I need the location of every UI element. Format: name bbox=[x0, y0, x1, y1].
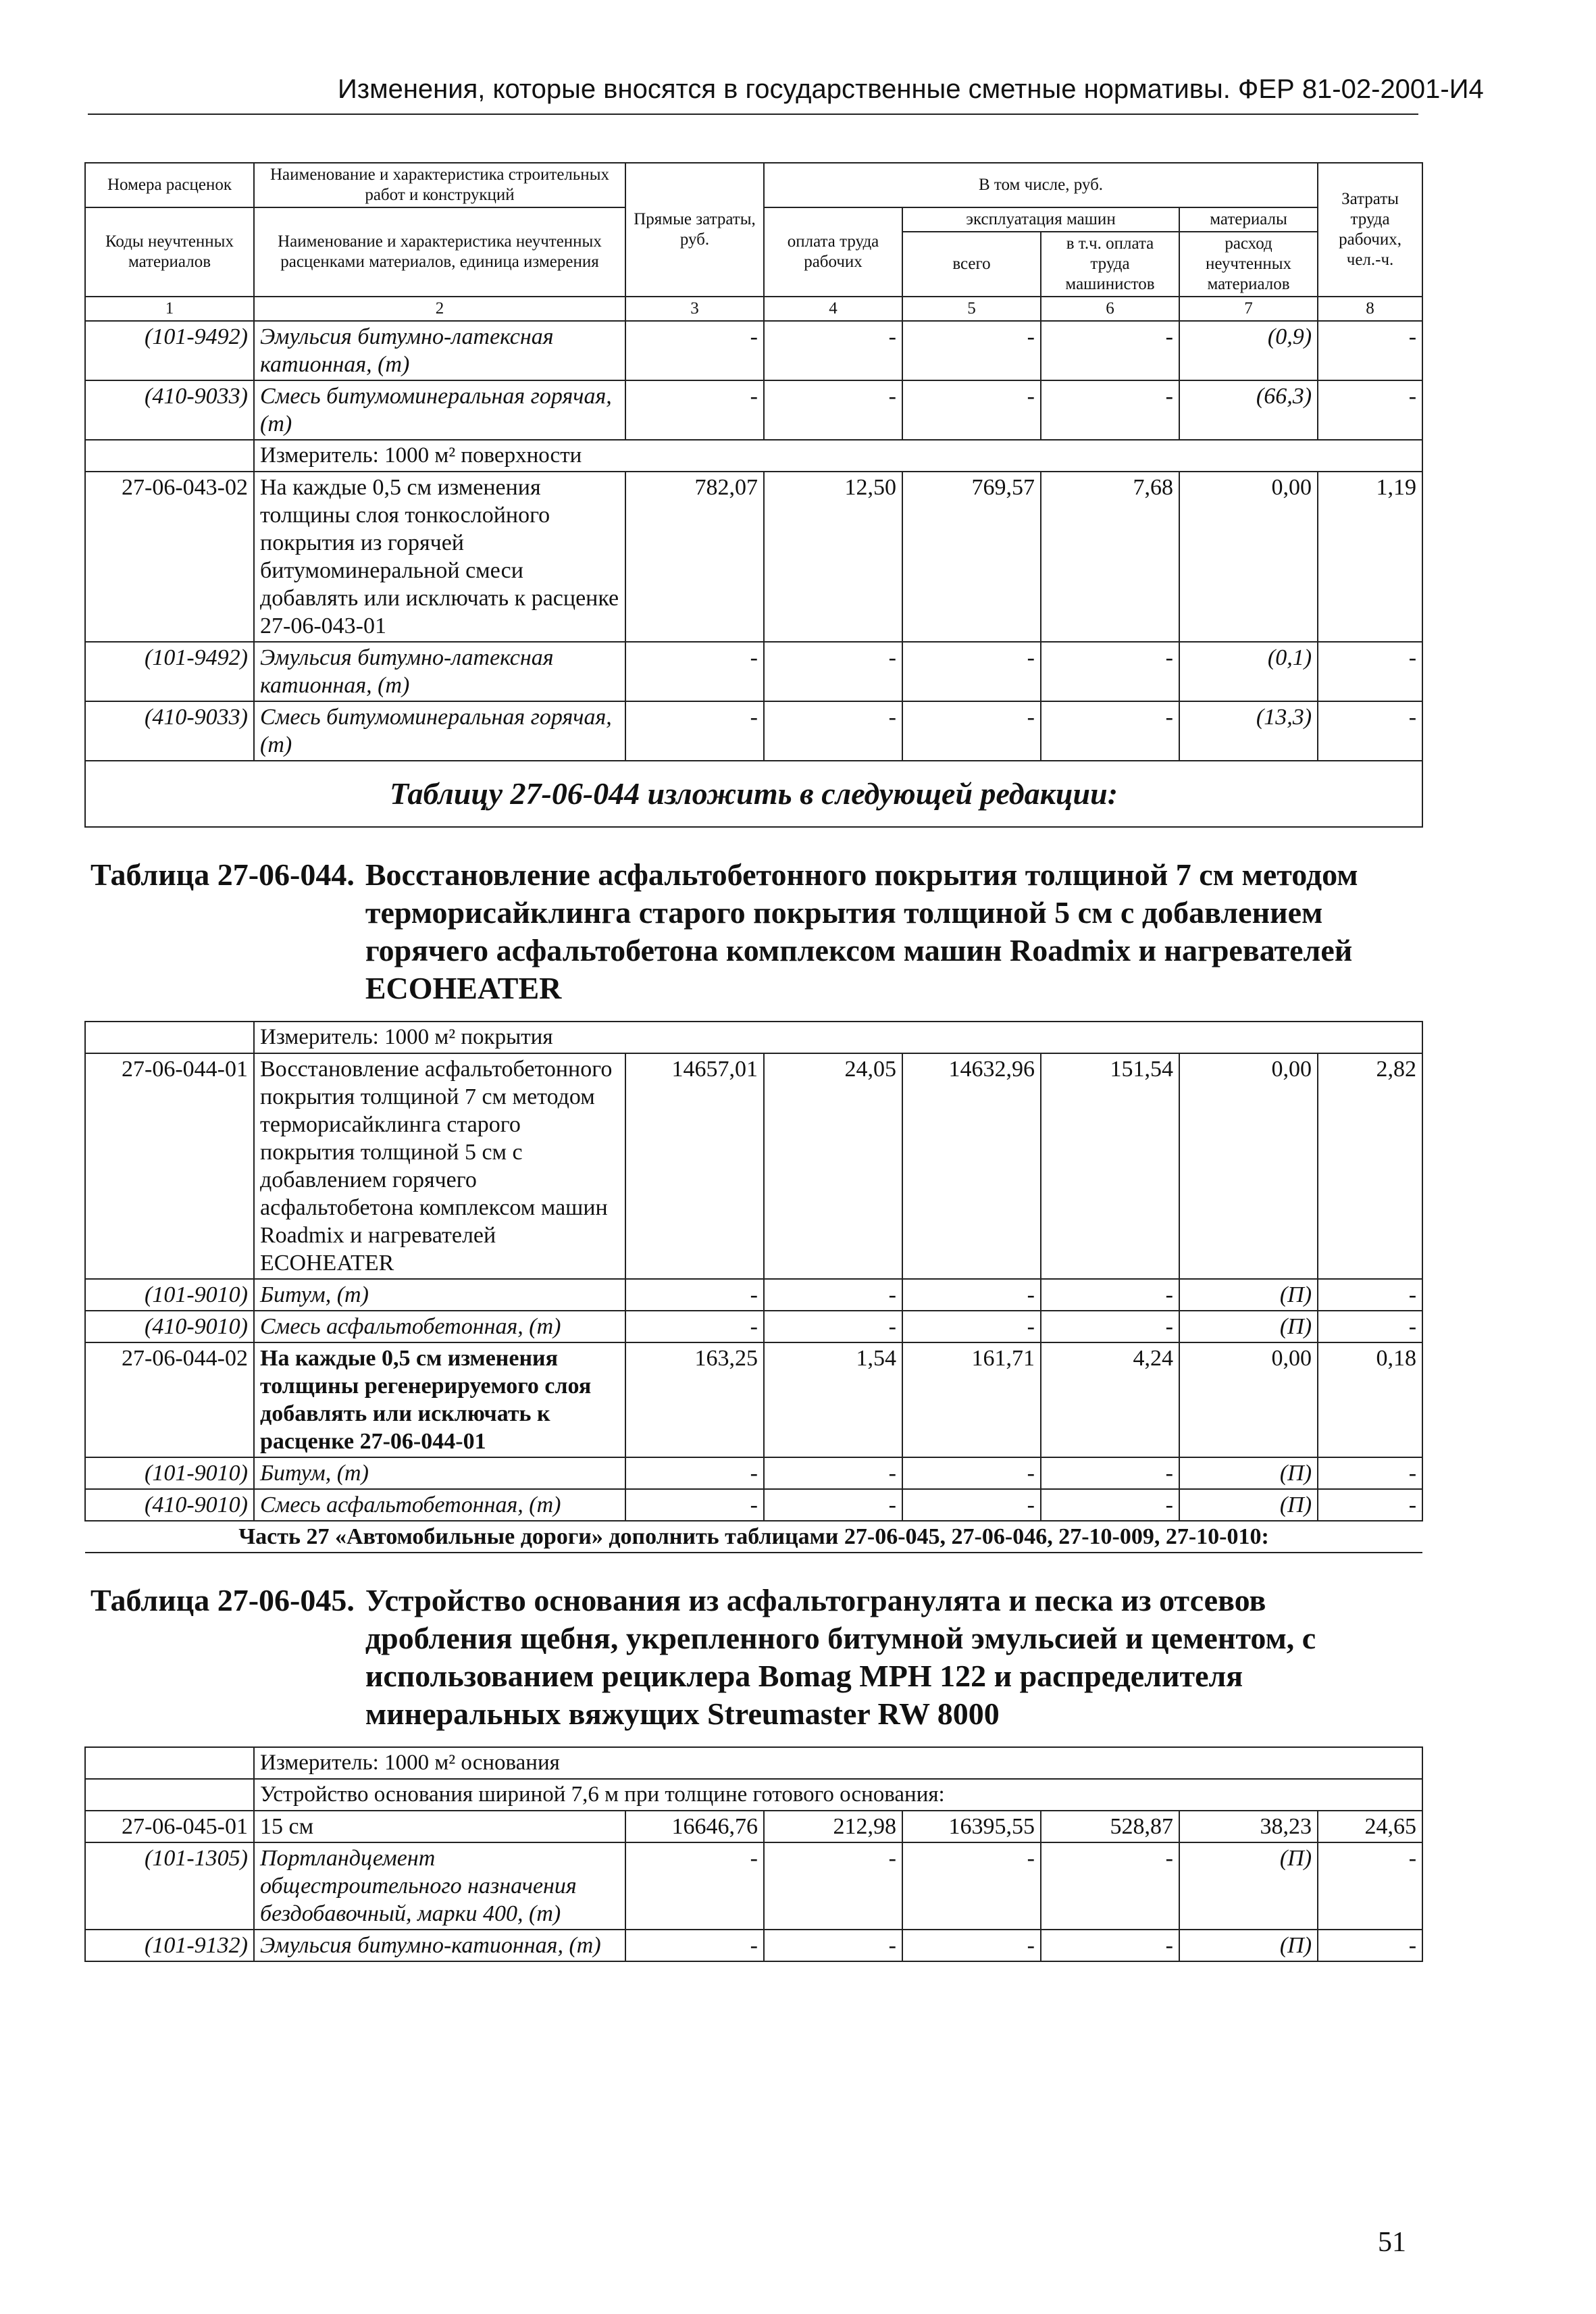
code-cell: 27-06-044-01 bbox=[85, 1053, 254, 1279]
code-cell: 27-06-043-02 bbox=[85, 472, 254, 642]
value-c3: - bbox=[625, 1279, 764, 1311]
value-c7: (П) bbox=[1179, 1311, 1318, 1342]
col1-bottom: Коды неучтенных материалов bbox=[85, 207, 254, 297]
value-c3: - bbox=[625, 642, 764, 701]
table-title: Устройство основания из асфальтогранулята и песка из отсевов дробления щебня, укрепленного битумной эмульсией и цементом, с использованием рециклера Bomag MPH 122 и распределителя минеральных вяжущих Streumaster RW 8000 bbox=[365, 1583, 1316, 1731]
value-c6: - bbox=[1041, 380, 1179, 440]
value-c6: 528,87 bbox=[1041, 1811, 1179, 1842]
value-c4: 24,05 bbox=[764, 1053, 902, 1279]
value-c4: 1,54 bbox=[764, 1342, 902, 1457]
col2-top: Наименование и характеристика строительных работ и конструкций bbox=[254, 163, 625, 207]
value-c3: 782,07 bbox=[625, 472, 764, 642]
value-c3: - bbox=[625, 1457, 764, 1489]
column-numbers-row bbox=[85, 297, 1422, 321]
material-row bbox=[85, 380, 1422, 440]
value-c3: - bbox=[625, 321, 764, 380]
value-c4: - bbox=[764, 1930, 902, 1961]
code-cell: (410-9033) bbox=[85, 701, 254, 761]
value-c7: 0,00 bbox=[1179, 1342, 1318, 1457]
value-c6: - bbox=[1041, 642, 1179, 701]
value-c7: (П) bbox=[1179, 1930, 1318, 1961]
value-c4: - bbox=[764, 701, 902, 761]
value-c6: - bbox=[1041, 1279, 1179, 1311]
name-cell: Портландцемент общестроительного назначения бездобавочный, марки 400, (т) bbox=[254, 1842, 625, 1930]
value-c5: 769,57 bbox=[902, 472, 1041, 642]
name-cell: Эмульсия битумно-латексная катионная, (т) bbox=[254, 642, 625, 701]
column-number: 1 bbox=[85, 297, 254, 321]
machines-all-header: всего bbox=[902, 232, 1041, 297]
value-c4: - bbox=[764, 380, 902, 440]
material-row bbox=[85, 1489, 1422, 1521]
part-heading-row bbox=[85, 1521, 1422, 1553]
value-c6: - bbox=[1041, 701, 1179, 761]
machines-incl-header: в т.ч. оплата труда машинистов bbox=[1041, 232, 1179, 297]
rate-row bbox=[85, 1053, 1422, 1279]
name-cell: На каждые 0,5 см изменения толщины регенерируемого слоя добавлять или исключать к расценке 27-06-044-01 bbox=[254, 1342, 625, 1457]
value-c4: - bbox=[764, 1311, 902, 1342]
name-cell: Смесь асфальтобетонная, (т) bbox=[254, 1311, 625, 1342]
value-c5: - bbox=[902, 1311, 1041, 1342]
name-cell: Смесь битумоминеральная горячая, (т) bbox=[254, 701, 625, 761]
code-cell: (410-9010) bbox=[85, 1311, 254, 1342]
column-number: 3 bbox=[625, 297, 764, 321]
value-c5: 14632,96 bbox=[902, 1053, 1041, 1279]
notice-row bbox=[85, 761, 1422, 827]
table-number: Таблица 27-06-045. bbox=[91, 1583, 355, 1617]
value-c8: - bbox=[1318, 701, 1422, 761]
unit-text: Измеритель: 1000 м² покрытия bbox=[254, 1022, 1422, 1053]
value-c4: - bbox=[764, 1279, 902, 1311]
page-header: Изменения, которые вносятся в государственные сметные нормативы. ФЕР 81-02-2001-И4 bbox=[338, 74, 1484, 104]
value-c5: - bbox=[902, 701, 1041, 761]
name-cell: Смесь битумоминеральная горячая, (т) bbox=[254, 380, 625, 440]
code-cell: (101-9132) bbox=[85, 1930, 254, 1961]
table-number: Таблица 27-06-044. bbox=[91, 857, 355, 892]
value-c8: - bbox=[1318, 1279, 1422, 1311]
code-cell: (101-1305) bbox=[85, 1842, 254, 1930]
value-c3: - bbox=[625, 1489, 764, 1521]
notice-row-text: Таблицу 27-06-044 изложить в следующей редакции: bbox=[85, 761, 1422, 827]
value-c7: 0,00 bbox=[1179, 472, 1318, 642]
unit-row-coating bbox=[85, 1022, 1422, 1053]
value-c3: - bbox=[625, 1842, 764, 1930]
rate-row bbox=[85, 1342, 1422, 1457]
subheading-row bbox=[85, 1779, 1422, 1811]
column-number: 8 bbox=[1318, 297, 1422, 321]
value-c3: - bbox=[625, 380, 764, 440]
blank-cell bbox=[85, 1022, 254, 1053]
value-c4: 212,98 bbox=[764, 1811, 902, 1842]
material-row bbox=[85, 1311, 1422, 1342]
value-c8: 1,19 bbox=[1318, 472, 1422, 642]
blank-cell bbox=[85, 1747, 254, 1779]
value-c8: - bbox=[1318, 1842, 1422, 1930]
value-c8: - bbox=[1318, 1311, 1422, 1342]
unit-text: Измеритель: 1000 м² поверхности bbox=[254, 440, 1422, 472]
material-row bbox=[85, 1842, 1422, 1930]
header-row-1 bbox=[85, 163, 1422, 207]
page-number: 51 bbox=[1378, 2227, 1406, 2258]
rates-table bbox=[84, 162, 1423, 1962]
table-title: Восстановление асфальтобетонного покрытия толщиной 7 см методом терморисайклинга старого покрытия толщиной 5 см с добавлением горячего асфальтобетона комплексом машин Roadmix и нагревателей ECOHEATER bbox=[365, 857, 1358, 1005]
blank-cell bbox=[85, 1779, 254, 1811]
materials-use-header: расход неучтенных материалов bbox=[1179, 232, 1318, 297]
table-044-title-cell bbox=[85, 827, 1422, 1022]
value-c8: - bbox=[1318, 1457, 1422, 1489]
code-cell: (410-9033) bbox=[85, 380, 254, 440]
value-c8: 24,65 bbox=[1318, 1811, 1422, 1842]
value-c4: 12,50 bbox=[764, 472, 902, 642]
column-number: 7 bbox=[1179, 297, 1318, 321]
code-cell: (101-9010) bbox=[85, 1457, 254, 1489]
name-cell: Эмульсия битумно-латексная катионная, (т) bbox=[254, 321, 625, 380]
value-c8: - bbox=[1318, 642, 1422, 701]
column-number: 4 bbox=[764, 297, 902, 321]
value-c5: - bbox=[902, 1930, 1041, 1961]
code-cell: (101-9492) bbox=[85, 642, 254, 701]
material-row bbox=[85, 1930, 1422, 1961]
value-c6: - bbox=[1041, 321, 1179, 380]
value-c5: - bbox=[902, 1279, 1041, 1311]
material-row bbox=[85, 1279, 1422, 1311]
material-row bbox=[85, 701, 1422, 761]
rate-row bbox=[85, 472, 1422, 642]
value-c7: (П) bbox=[1179, 1457, 1318, 1489]
value-c3: 16646,76 bbox=[625, 1811, 764, 1842]
value-c3: - bbox=[625, 701, 764, 761]
value-c4: - bbox=[764, 1457, 902, 1489]
name-cell: Битум, (т) bbox=[254, 1457, 625, 1489]
code-cell: (101-9492) bbox=[85, 321, 254, 380]
value-c8: - bbox=[1318, 380, 1422, 440]
unit-row-surface bbox=[85, 440, 1422, 472]
material-row bbox=[85, 1457, 1422, 1489]
materials-header: материалы bbox=[1179, 207, 1318, 232]
column-number: 2 bbox=[254, 297, 625, 321]
material-row bbox=[85, 321, 1422, 380]
value-c6: 4,24 bbox=[1041, 1342, 1179, 1457]
name-cell: Восстановление асфальтобетонного покрытия толщиной 7 см методом терморисайклинга старого покрытия толщиной 5 см с добавлением горячего асфальтобетона комплексом машин Roadmix и нагревателей ECOHEATER bbox=[254, 1053, 625, 1279]
value-c7: (0,1) bbox=[1179, 642, 1318, 701]
value-c6: - bbox=[1041, 1842, 1179, 1930]
value-c7: (13,3) bbox=[1179, 701, 1318, 761]
rate-row bbox=[85, 1811, 1422, 1842]
value-c7: (П) bbox=[1179, 1279, 1318, 1311]
value-c6: - bbox=[1041, 1930, 1179, 1961]
col8-header: Затраты труда рабочих, чел.-ч. bbox=[1318, 163, 1422, 297]
value-c3: - bbox=[625, 1930, 764, 1961]
col2-bottom: Наименование и характеристика неучтенных расценками материалов, единица измерения bbox=[254, 207, 625, 297]
value-c4: - bbox=[764, 1489, 902, 1521]
part-heading: Часть 27 «Автомобильные дороги» дополнить таблицами 27-06-045, 27-06-046, 27-10-009, 27-10-010: bbox=[85, 1521, 1422, 1553]
name-cell: 15 см bbox=[254, 1811, 625, 1842]
value-c7: (66,3) bbox=[1179, 380, 1318, 440]
in-total-header: В том числе, руб. bbox=[764, 163, 1318, 207]
name-cell: Смесь асфальтобетонная, (т) bbox=[254, 1489, 625, 1521]
name-cell: Эмульсия битумно-катионная, (т) bbox=[254, 1930, 625, 1961]
code-cell: (101-9010) bbox=[85, 1279, 254, 1311]
header-rule bbox=[88, 114, 1418, 115]
table-045-title bbox=[85, 1553, 1422, 1747]
value-c7: 38,23 bbox=[1179, 1811, 1318, 1842]
col3-header: Прямые затраты, руб. bbox=[625, 163, 764, 297]
value-c6: - bbox=[1041, 1311, 1179, 1342]
value-c5: - bbox=[902, 1457, 1041, 1489]
value-c5: - bbox=[902, 1489, 1041, 1521]
table-044-title bbox=[85, 827, 1422, 1022]
value-c4: - bbox=[764, 321, 902, 380]
value-c3: 163,25 bbox=[625, 1342, 764, 1457]
value-c7: (П) bbox=[1179, 1842, 1318, 1930]
value-c7: (П) bbox=[1179, 1489, 1318, 1521]
value-c5: - bbox=[902, 642, 1041, 701]
code-cell: (410-9010) bbox=[85, 1489, 254, 1521]
value-c8: 2,82 bbox=[1318, 1053, 1422, 1279]
value-c3: 14657,01 bbox=[625, 1053, 764, 1279]
value-c8: - bbox=[1318, 321, 1422, 380]
value-c8: 0,18 bbox=[1318, 1342, 1422, 1457]
value-c8: - bbox=[1318, 1489, 1422, 1521]
value-c8: - bbox=[1318, 1930, 1422, 1961]
column-number: 5 bbox=[902, 297, 1041, 321]
col1-top: Номера расценок bbox=[85, 163, 254, 207]
code-cell: 27-06-044-02 bbox=[85, 1342, 254, 1457]
value-c7: 0,00 bbox=[1179, 1053, 1318, 1279]
value-c4: - bbox=[764, 642, 902, 701]
value-c4: - bbox=[764, 1842, 902, 1930]
value-c3: - bbox=[625, 1311, 764, 1342]
machines-header: эксплуатация машин bbox=[902, 207, 1179, 232]
column-number: 6 bbox=[1041, 297, 1179, 321]
table-045-title-cell bbox=[85, 1553, 1422, 1747]
blank-cell bbox=[85, 440, 254, 472]
material-row bbox=[85, 642, 1422, 701]
code-cell: 27-06-045-01 bbox=[85, 1811, 254, 1842]
unit-row-base bbox=[85, 1747, 1422, 1779]
value-c5: - bbox=[902, 380, 1041, 440]
name-cell: На каждые 0,5 см изменения толщины слоя тонкослойного покрытия из горячей битумоминеральной смеси добавлять или исключать к расценке 27-06-043-01 bbox=[254, 472, 625, 642]
value-c7: (0,9) bbox=[1179, 321, 1318, 380]
unit-text: Измеритель: 1000 м² основания bbox=[254, 1747, 1422, 1779]
unit-text: Устройство основания шириной 7,6 м при толщине готового основания: bbox=[254, 1779, 1422, 1811]
value-c5: - bbox=[902, 1842, 1041, 1930]
value-c6: 151,54 bbox=[1041, 1053, 1179, 1279]
value-c6: 7,68 bbox=[1041, 472, 1179, 642]
value-c6: - bbox=[1041, 1457, 1179, 1489]
name-cell: Битум, (т) bbox=[254, 1279, 625, 1311]
value-c5: 161,71 bbox=[902, 1342, 1041, 1457]
labor-pay-header: оплата труда рабочих bbox=[764, 207, 902, 297]
value-c6: - bbox=[1041, 1489, 1179, 1521]
value-c5: - bbox=[902, 321, 1041, 380]
value-c5: 16395,55 bbox=[902, 1811, 1041, 1842]
